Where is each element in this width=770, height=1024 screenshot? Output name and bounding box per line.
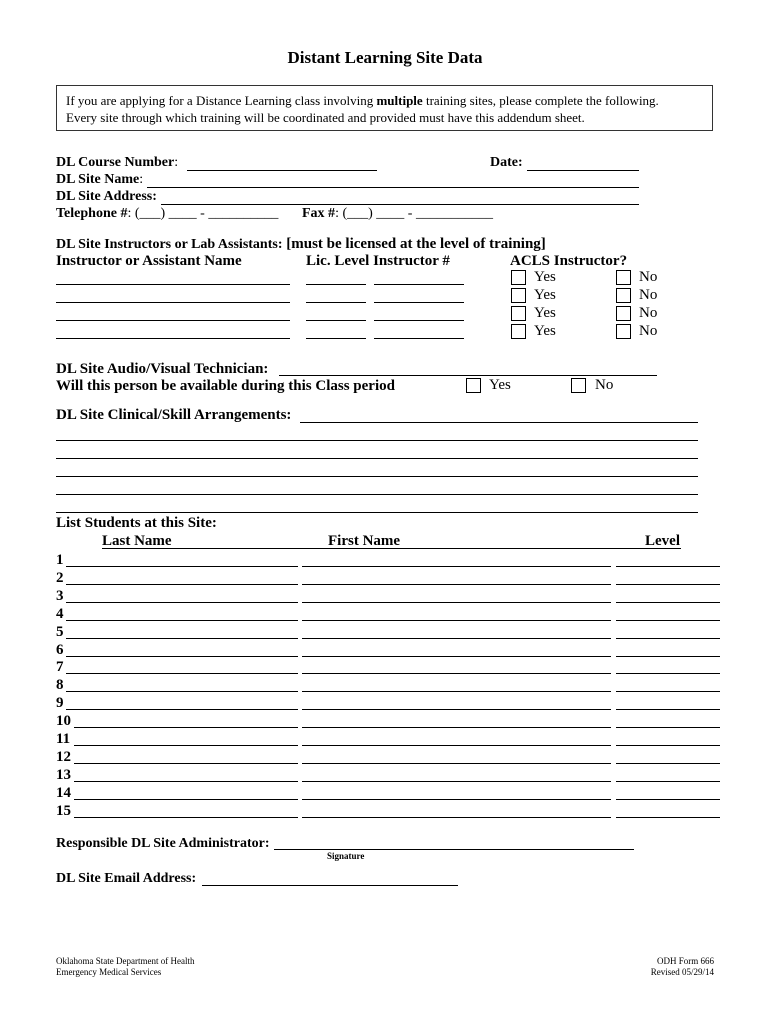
student-last-name-field[interactable] xyxy=(66,709,298,710)
telephone-label: Telephone # xyxy=(56,206,128,221)
clinical-field[interactable] xyxy=(56,458,698,459)
instructor-name-field[interactable] xyxy=(56,284,290,285)
date-label: Date: xyxy=(490,155,523,170)
acls-yes-checkbox[interactable] xyxy=(511,288,526,303)
student-first-name-field[interactable] xyxy=(302,656,611,657)
col-level: Level xyxy=(645,533,680,549)
student-row-number: 8 xyxy=(56,677,64,693)
student-last-name-field[interactable] xyxy=(66,638,298,639)
student-last-name-field[interactable] xyxy=(74,745,298,746)
clinical-field[interactable] xyxy=(300,422,698,423)
site-address-label: DL Site Address: xyxy=(56,189,157,204)
student-first-name-field[interactable] xyxy=(302,673,611,674)
email-field[interactable] xyxy=(202,885,458,886)
student-level-field[interactable] xyxy=(616,817,720,818)
course-number-label: DL Course Number xyxy=(56,155,175,170)
course-number-colon: : xyxy=(174,155,179,170)
footer-organization xyxy=(56,956,194,978)
student-last-name-field[interactable] xyxy=(66,691,298,692)
footer-org-line1: Oklahoma State Department of Health xyxy=(56,956,195,966)
student-first-name-field[interactable] xyxy=(302,584,611,585)
student-first-name-field[interactable] xyxy=(302,602,611,603)
av-technician-label: DL Site Audio/Visual Technician: xyxy=(56,361,269,377)
student-level-field[interactable] xyxy=(616,709,720,710)
student-last-name-field[interactable] xyxy=(66,584,298,585)
site-name-label: DL Site Name xyxy=(56,172,140,187)
acls-no-label: No xyxy=(639,287,658,303)
student-row-number: 6 xyxy=(56,642,64,658)
instructor-number-field[interactable] xyxy=(374,338,464,339)
footer-form-info xyxy=(614,956,714,978)
acls-yes-checkbox[interactable] xyxy=(511,306,526,321)
instructor-number-field[interactable] xyxy=(374,284,464,285)
student-first-name-field[interactable] xyxy=(302,566,611,567)
student-row-number: 14 xyxy=(56,785,71,801)
student-level-field[interactable] xyxy=(616,799,720,800)
student-row-number: 13 xyxy=(56,767,71,783)
admin-signature-field[interactable] xyxy=(274,849,634,850)
av-availability-question: Will this person be available during this Class period xyxy=(56,378,395,394)
student-first-name-field[interactable] xyxy=(302,799,611,800)
site-name-row xyxy=(56,172,143,188)
instructor-name-field[interactable] xyxy=(56,338,290,339)
student-level-field[interactable] xyxy=(616,566,720,567)
page-title: Distant Learning Site Data xyxy=(287,48,483,67)
student-last-name-field[interactable] xyxy=(66,620,298,621)
student-level-field[interactable] xyxy=(616,763,720,764)
student-last-name-field[interactable] xyxy=(74,763,298,764)
col-instructor-name: Instructor or Assistant Name xyxy=(56,253,242,269)
student-level-field[interactable] xyxy=(616,691,720,692)
site-name-colon: : xyxy=(139,172,144,187)
students-heading: List Students at this Site: xyxy=(56,515,217,531)
av-no-label: No xyxy=(595,377,614,393)
student-row-number: 2 xyxy=(56,570,64,586)
fax-label: Fax # xyxy=(302,206,336,221)
clinical-field[interactable] xyxy=(56,512,698,513)
lic-level-field[interactable] xyxy=(306,320,366,321)
student-last-name-field[interactable] xyxy=(66,602,298,603)
acls-no-label: No xyxy=(639,305,658,321)
instructors-heading-label: DL Site Instructors or Lab Assistants: xyxy=(56,237,283,252)
acls-no-checkbox[interactable] xyxy=(616,306,631,321)
clinical-field[interactable] xyxy=(56,476,698,477)
student-first-name-field[interactable] xyxy=(302,709,611,710)
acls-yes-label: Yes xyxy=(534,287,556,303)
footer-form-number: ODH Form 666 xyxy=(656,956,714,966)
student-first-name-field[interactable] xyxy=(302,638,611,639)
student-first-name-field[interactable] xyxy=(302,691,611,692)
telephone-row[interactable] xyxy=(56,206,278,222)
student-row-number: 11 xyxy=(56,731,71,747)
col-last-name: Last Name xyxy=(102,533,172,549)
acls-no-checkbox[interactable] xyxy=(616,324,631,339)
student-last-name-field[interactable] xyxy=(74,781,298,782)
student-last-name-field[interactable] xyxy=(66,656,298,657)
instructors-heading xyxy=(56,235,546,253)
telephone-field[interactable]: : (___) ____ - __________ xyxy=(127,206,279,221)
student-last-name-field[interactable] xyxy=(74,727,298,728)
student-first-name-field[interactable] xyxy=(302,817,611,818)
site-name-field[interactable] xyxy=(147,187,639,188)
admin-label: Responsible DL Site Administrator: xyxy=(56,836,270,851)
course-number-row xyxy=(56,155,178,171)
lic-level-field[interactable] xyxy=(306,302,366,303)
student-level-field[interactable] xyxy=(616,727,720,728)
acls-yes-checkbox[interactable] xyxy=(511,270,526,285)
student-level-field[interactable] xyxy=(616,673,720,674)
student-first-name-field[interactable] xyxy=(302,781,611,782)
notice-emphasis: multiple xyxy=(376,93,423,108)
acls-yes-label: Yes xyxy=(534,305,556,321)
notice-text-2: training sites, please complete the following. xyxy=(422,93,659,108)
student-level-field[interactable] xyxy=(616,781,720,782)
acls-yes-label: Yes xyxy=(534,323,556,339)
col-first-name: First Name xyxy=(328,533,401,549)
fax-field[interactable]: : (___) ____ - ___________ xyxy=(335,206,493,221)
student-row-number: 15 xyxy=(56,803,71,819)
acls-yes-checkbox[interactable] xyxy=(511,324,526,339)
student-row-number: 4 xyxy=(56,606,64,622)
av-technician-field[interactable] xyxy=(279,375,657,376)
student-row-number: 3 xyxy=(56,588,64,604)
av-yes-label: Yes xyxy=(489,377,511,393)
instructor-number-field[interactable] xyxy=(374,320,464,321)
student-level-field[interactable] xyxy=(616,602,720,603)
acls-no-checkbox[interactable] xyxy=(616,270,631,285)
student-level-field[interactable] xyxy=(616,745,720,746)
student-level-field[interactable] xyxy=(616,638,720,639)
site-address-field[interactable] xyxy=(161,204,639,205)
student-row-number: 10 xyxy=(56,713,71,729)
av-no-checkbox[interactable] xyxy=(571,378,586,393)
instructors-heading-note: [must be licensed at the level of training] xyxy=(282,236,546,252)
student-first-name-field[interactable] xyxy=(302,727,611,728)
student-last-name-field[interactable] xyxy=(66,673,298,674)
col-lic-level: Lic. Level Instructor # xyxy=(306,253,450,269)
footer-revised: Revised 05/29/14 xyxy=(650,967,714,977)
acls-no-label: No xyxy=(639,269,658,285)
acls-yes-label: Yes xyxy=(534,269,556,285)
clinical-field[interactable] xyxy=(56,440,698,441)
footer-org-line2: Emergency Medical Services xyxy=(56,967,162,977)
av-yes-checkbox[interactable] xyxy=(466,378,481,393)
lic-level-field[interactable] xyxy=(306,284,366,285)
course-number-field[interactable] xyxy=(187,170,377,171)
student-row-number: 9 xyxy=(56,695,64,711)
student-level-field[interactable] xyxy=(616,620,720,621)
instructor-name-field[interactable] xyxy=(56,302,290,303)
email-label: DL Site Email Address: xyxy=(56,871,197,886)
lic-level-field[interactable] xyxy=(306,338,366,339)
student-first-name-field[interactable] xyxy=(302,745,611,746)
instructions-box xyxy=(56,85,713,131)
fax-row[interactable] xyxy=(302,206,493,222)
student-last-name-field[interactable] xyxy=(74,799,298,800)
student-last-name-field[interactable] xyxy=(66,566,298,567)
student-last-name-field[interactable] xyxy=(74,817,298,818)
student-row-number: 1 xyxy=(56,552,64,568)
student-first-name-field[interactable] xyxy=(302,620,611,621)
acls-no-label: No xyxy=(639,323,658,339)
signature-caption: Signature xyxy=(327,851,365,861)
instructor-number-field[interactable] xyxy=(374,302,464,303)
instructor-name-field[interactable] xyxy=(56,320,290,321)
student-row-number: 12 xyxy=(56,749,71,765)
student-level-field[interactable] xyxy=(616,584,720,585)
acls-no-checkbox[interactable] xyxy=(616,288,631,303)
student-first-name-field[interactable] xyxy=(302,763,611,764)
student-row-number: 7 xyxy=(56,659,64,675)
notice-text-1: If you are applying for a Distance Learning class involving xyxy=(66,93,377,108)
notice-text-3: Every site through which training will be coordinated and provided must have this addendum sheet. xyxy=(66,110,585,125)
col-acls: ACLS Instructor? xyxy=(510,253,628,269)
date-field[interactable] xyxy=(527,170,639,171)
clinical-label: DL Site Clinical/Skill Arrangements: xyxy=(56,407,292,423)
student-row-number: 5 xyxy=(56,624,64,640)
student-level-field[interactable] xyxy=(616,656,720,657)
clinical-field[interactable] xyxy=(56,494,698,495)
